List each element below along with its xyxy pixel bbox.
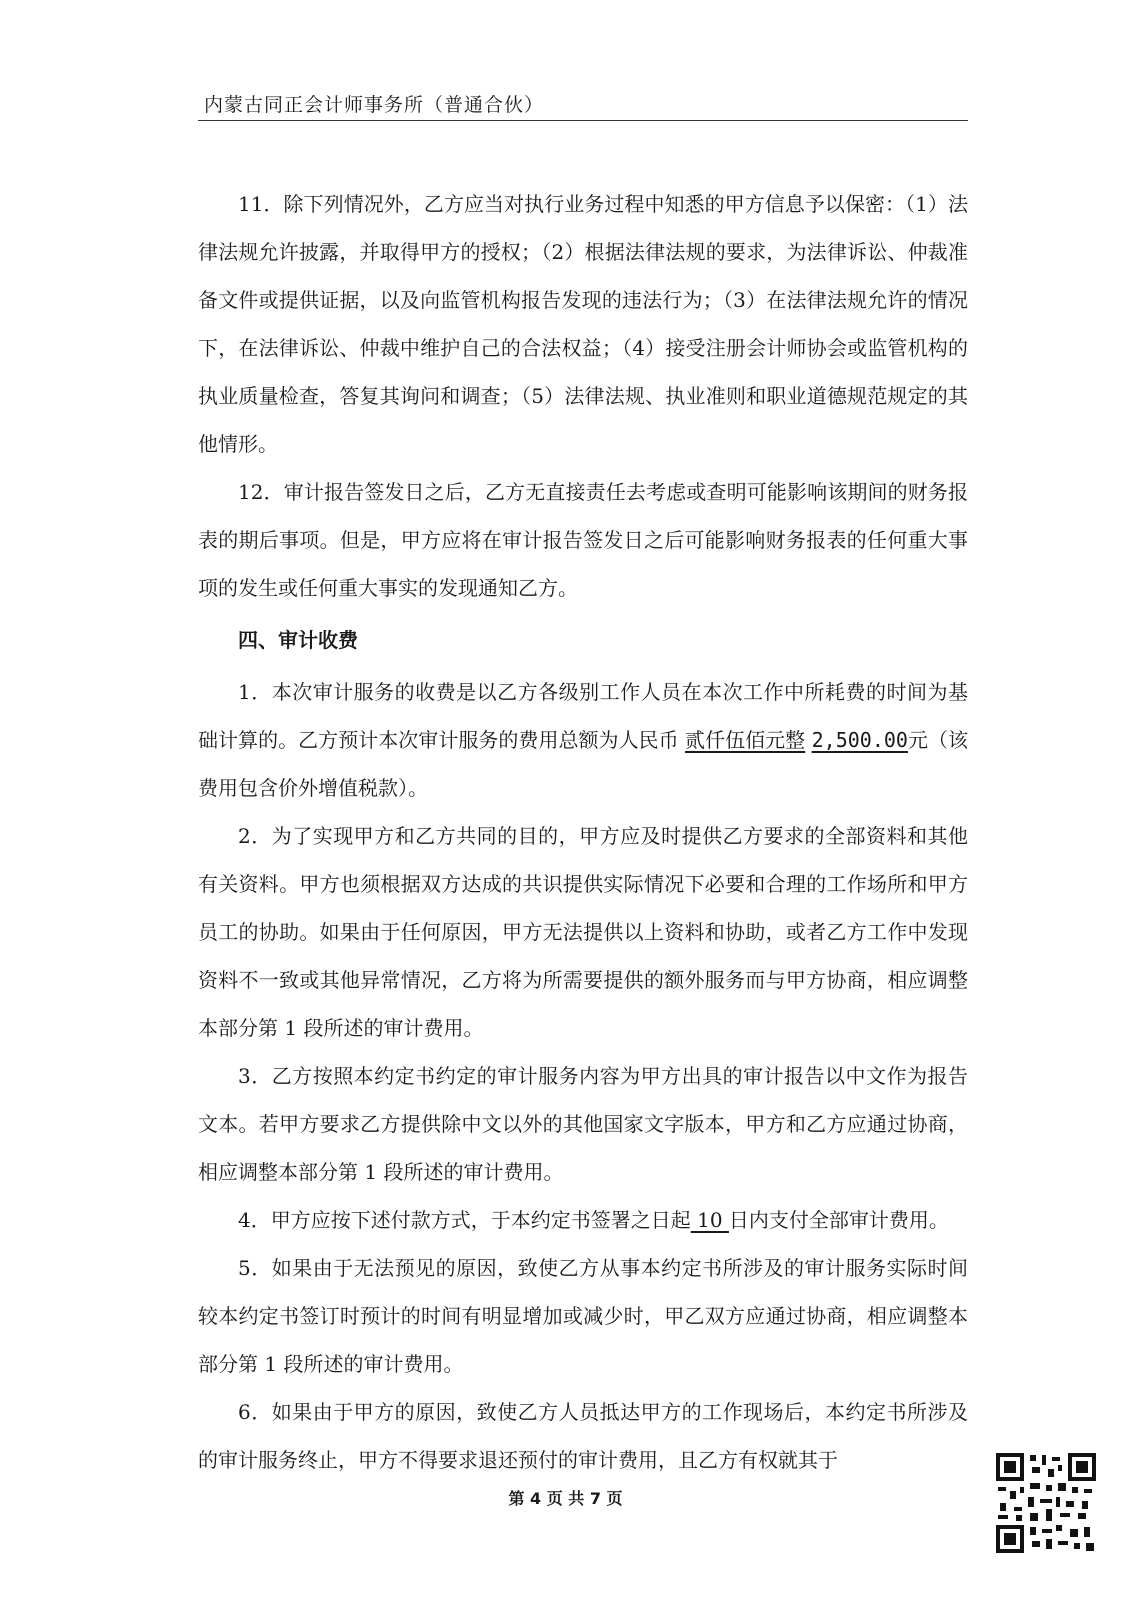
payment-days-value: 10 [697,1208,723,1232]
clause-12: 12．审计报告签发日之后，乙方无直接责任去考虑或查明可能影响该期间的财务报表的期后事项。但是，甲方应将在审计报告签发日之后可能影响财务报表的任何重大事项的发生或任何重大事实的发现通知乙方。 [198,480,968,600]
fee-amount-words: 贰仟伍佰元整 [685,728,806,752]
page-header [198,84,968,121]
firm-name: 内蒙古同正会计师事务所（普通合伙） [204,94,545,116]
fee-clause-1-tail: 元（该费用包含价外增值税款）。 [198,728,969,800]
fee-clause-3: 3．乙方按照本约定书约定的审计服务内容为甲方出具的审计报告以中文作为报告文本。若甲方要求乙方提供除中文以外的其他国家文字版本，甲方和乙方应通过协商，相应调整本部分第 1 段所述的审计费用。 [198,1064,968,1184]
fee-clause-4-text: 4．甲方应按下述付款方式，于本约定书签署之日起 [238,1208,691,1232]
page-number: 第 4 页 共 7 页 [508,1489,623,1508]
document-body [198,180,968,1484]
fee-clause-1 [198,668,968,812]
section-heading-audit-fee: 四、审计收费 [238,628,358,652]
fee-clause-1-text: 1．本次审计服务的收费是以乙方各级别工作人员在本次工作中所耗费的时间为基础计算的。乙方预计本次审计服务的费用总额为人民币 [198,680,968,752]
clause-11: 11．除下列情况外，乙方应当对执行业务过程中知悉的甲方信息予以保密：（1）法律法规允许披露，并取得甲方的授权；（2）根据法律法规的要求，为法律诉讼、仲裁准备文件或提供证据，以及向监管机构报告发现的违法行为；（3）在法律法规允许的情况下，在法律诉讼、仲裁中维护自己的合法权益；（4）接受注册会计师协会或监管机构的执业质量检查，答复其询问和调查；（5）法律法规、执业准则和职业道德规范规定的其他情形。 [198,192,968,456]
fee-amount-number: 2,500.00 [811,728,908,752]
payment-days [691,1208,729,1232]
fee-clause-4 [198,1196,968,1244]
fee-clause-2: 2．为了实现甲方和乙方共同的目的，甲方应及时提供乙方要求的全部资料和其他有关资料。甲方也须根据双方达成的共识提供实际情况下必要和合理的工作场所和甲方员工的协助。如果由于任何原因，甲方无法提供以上资料和协助，或者乙方工作中发现资料不一致或其他异常情况，乙方将为所需要提供的额外服务而与甲方协商，相应调整本部分第 1 段所述的审计费用。 [198,824,968,1040]
qr-code-icon [994,1451,1098,1555]
fee-clause-4-tail: 日内支付全部审计费用。 [728,1208,949,1232]
fee-clause-5: 5．如果由于无法预见的原因，致使乙方从事本约定书所涉及的审计服务实际时间较本约定书签订时预计的时间有明显增加或减少时，甲乙双方应通过协商，相应调整本部分第 1 段所述的审计费用。 [198,1256,968,1376]
fee-clause-6: 6．如果由于甲方的原因，致使乙方人员抵达甲方的工作现场后，本约定书所涉及的审计服务终止，甲方不得要求退还预付的审计费用，且乙方有权就其于 [198,1400,968,1472]
